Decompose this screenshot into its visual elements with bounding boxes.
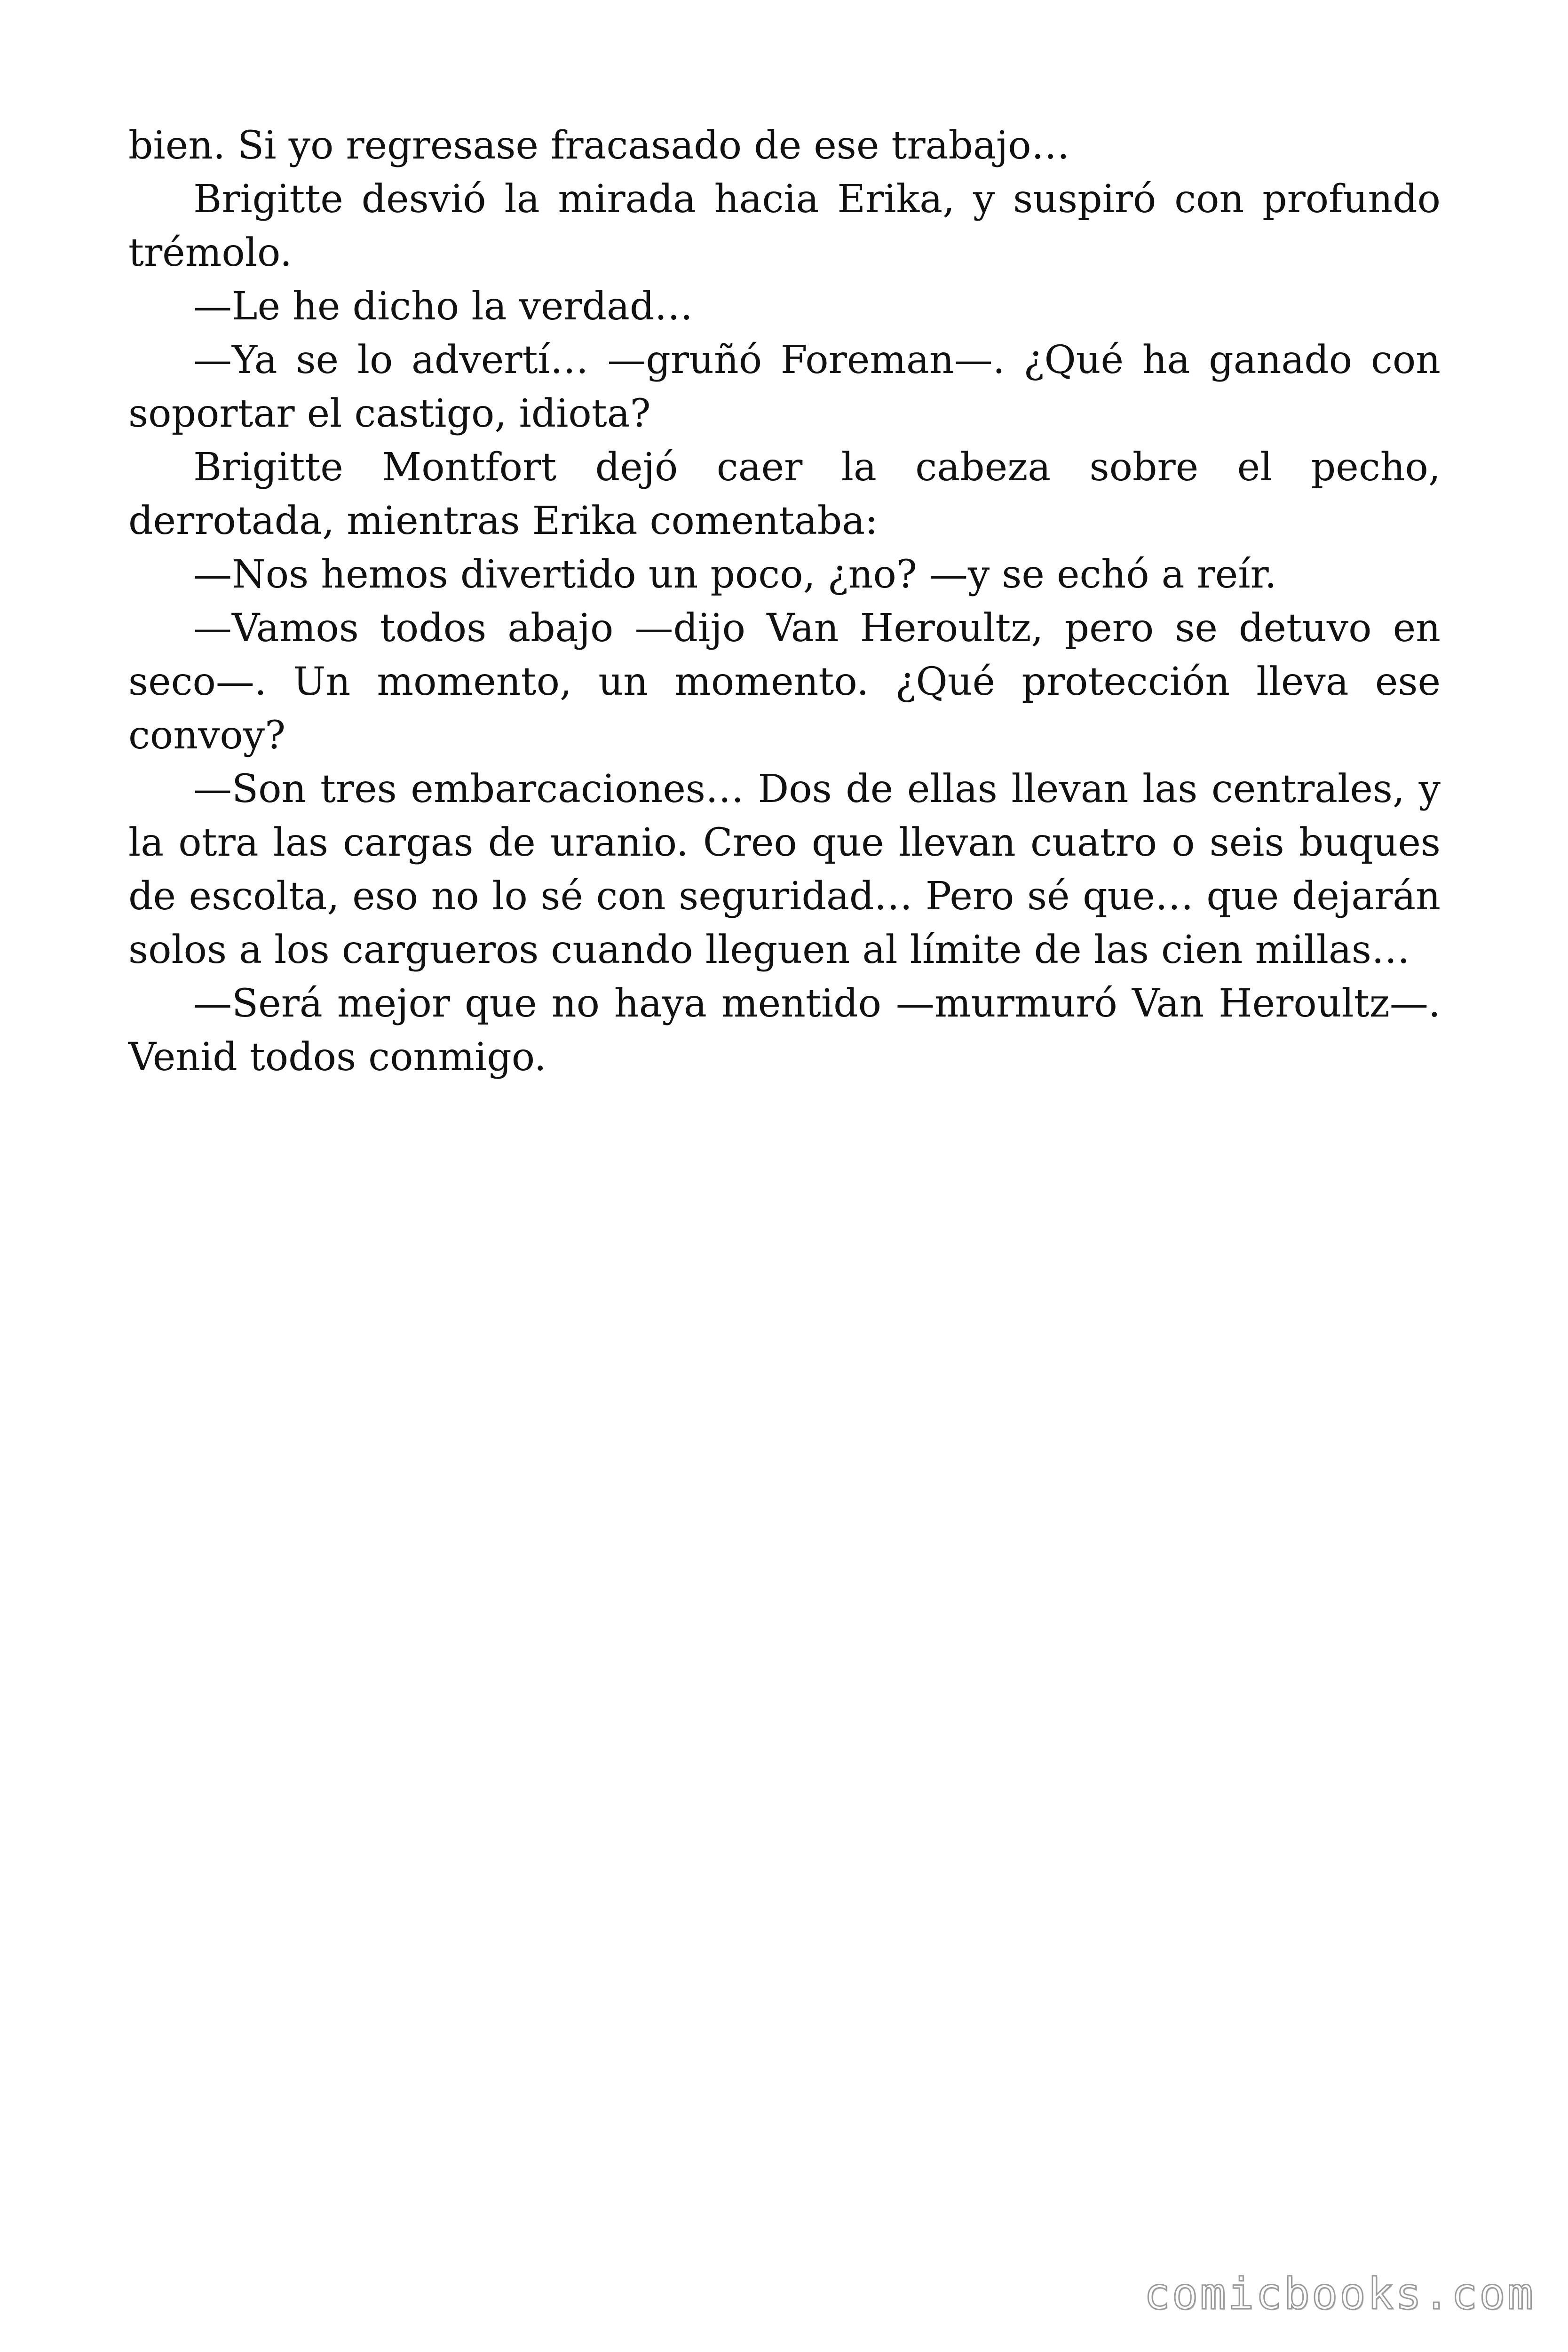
watermark: comicbooks.com <box>1144 2269 1535 2319</box>
paragraph: Brigitte desvió la mirada hacia Erika, y suspiró con profundo trémolo. <box>128 177 1441 275</box>
paragraph: —Ya se lo advertí… —gruñó Foreman—. ¿Qué ha ganado con soportar el castigo, idiota? <box>128 338 1441 436</box>
paragraph: —Son tres embarcaciones… Dos de ellas llevan las centrales, y la otra las cargas de uranio. Creo que llevan cuatro o seis buques de escolta, eso no lo sé con seguridad… Pero sé que… que dejarán solos a los cargueros cuando lleguen al límite de las cien millas… <box>128 767 1441 972</box>
paragraph: —Le he dicho la verdad… <box>193 284 693 329</box>
paragraph: —Nos hemos divertido un poco, ¿no? —y se echó a reír. <box>193 552 1277 597</box>
paragraph: bien. Si yo regresase fracasado de ese trabajo… <box>128 123 1070 168</box>
body-text <box>128 119 1441 1084</box>
paragraph: —Será mejor que no haya mentido —murmuró Van Heroultz—. Venid todos conmigo. <box>128 981 1441 1080</box>
paragraph: —Vamos todos abajo —dijo Van Heroultz, pero se detuvo en seco—. Un momento, un momento. ¿Qué protección lleva ese convoy? <box>128 606 1441 758</box>
paragraph: Brigitte Montfort dejó caer la cabeza sobre el pecho, derrotada, mientras Erika comentaba: <box>128 445 1441 543</box>
